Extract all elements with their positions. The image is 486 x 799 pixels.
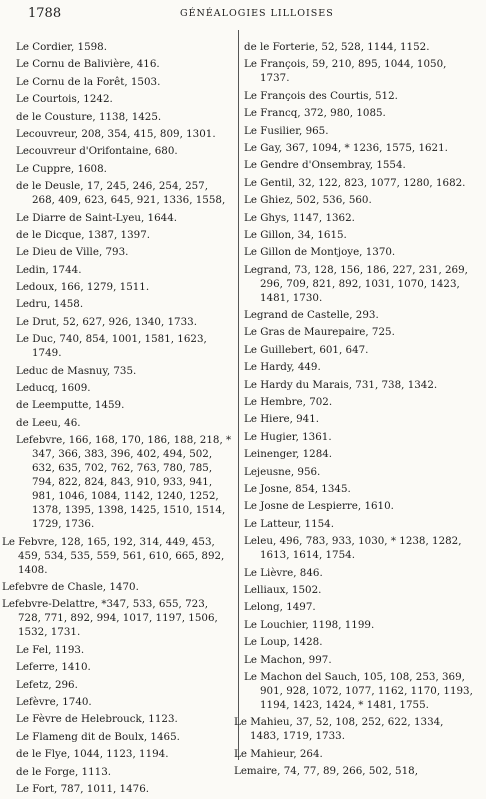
index-entry: de le Forge, 1113. (16, 765, 112, 778)
index-entry: Lemaire, 74, 77, 89, 266, 502, 518, (234, 765, 418, 778)
index-entry: Le Gay, 367, 1094, * 1236, 1575, 1621. (244, 141, 448, 154)
index-entry: Lecouvreur d'Orifontaine, 680. (16, 145, 178, 158)
page-header (0, 6, 486, 24)
index-entry: Ledru, 1458. (16, 298, 84, 311)
index-entry: Le Hiere, 941. (244, 413, 320, 426)
index-entry: Le Flameng dit de Boulx, 1465. (16, 730, 180, 743)
index-entry: Le Gillon, 34, 1615. (244, 228, 347, 241)
index-entry: Le Machon del Sauch, 105, 108, 253, 369, 901, 928, 1072, 1077, 1162, 1170, 1193, 1194, 1423, 1424, * 1481, 1755. (244, 670, 473, 711)
index-entry: Le Hugier, 1361. (244, 430, 332, 443)
index-entry: Le Mahieu, 37, 52, 108, 252, 622, 1334, 1483, 1719, 1733. (234, 716, 444, 743)
index-entry: Le Louchier, 1198, 1199. (244, 618, 375, 631)
index-entry: Le Dieu de Ville, 793. (16, 246, 129, 259)
index-entry: de Leeu, 46. (16, 416, 81, 429)
index-entry: Le Lièvre, 846. (244, 566, 323, 579)
index-entry: Le Febvre, 128, 165, 192, 314, 449, 453, 459, 534, 535, 559, 561, 610, 665, 892, 1408. (2, 535, 225, 576)
index-entry: Lelliaux, 1502. (244, 583, 322, 596)
index-entry: Le Josne de Lespierre, 1610. (244, 500, 394, 513)
index-entry: Le Ghys, 1147, 1362. (244, 211, 355, 224)
index-entry: Lefèvre, 1740. (16, 695, 92, 708)
index-entry: Lejeusne, 956. (244, 465, 321, 478)
page-number: 1788 (28, 6, 62, 21)
index-entry: Le Guillebert, 601, 647. (244, 343, 369, 356)
index-entry: Le Ghiez, 502, 536, 560. (244, 194, 372, 207)
index-entry: Lefebvre de Chasle, 1470. (2, 580, 139, 593)
index-entry: Lefebvre, 166, 168, 170, 186, 188, 218, * 347, 366, 383, 396, 402, 494, 502, 632, 635, 702, 762, 763, 780, 785, 794, 822, 824, 843, 910, 933, 941, 981, 1046, 1084, 1142, 1240, 1252, 1378, 1395, 1398, 1425, 1510, 1514, 1729, 1736. (16, 434, 232, 531)
index-entry: Le Cornu de Balivière, 416. (16, 58, 160, 71)
index-entry: de le Forterie, 52, 528, 1144, 1152. (244, 41, 430, 53)
index-entry: Le Machon, 997. (244, 653, 332, 666)
index-entry: de le Flye, 1044, 1123, 1194. (16, 748, 169, 761)
index-entry: Le Gillon de Montjoye, 1370. (244, 246, 396, 259)
index-entry: Le Josne, 854, 1345. (244, 482, 351, 495)
column-divider (238, 30, 239, 760)
left-index-column (2, 40, 234, 799)
index-entry: Le Fort, 787, 1011, 1476. (16, 782, 150, 795)
index-entry: Le Drut, 52, 627, 926, 1340, 1733. (16, 315, 197, 328)
index-entry: Lefetz, 296. (16, 678, 78, 691)
right-index-column (234, 40, 476, 781)
index-entry: Le Cordier, 1598. (16, 41, 107, 53)
index-entry: Lecouvreur, 208, 354, 415, 809, 1301. (16, 127, 216, 140)
index-entry: Le Hembre, 702. (244, 396, 333, 409)
index-entry: Le Hardy du Marais, 731, 738, 1342. (244, 378, 438, 391)
index-entry: Lefebvre-Delattre, *347, 533, 655, 723, 728, 771, 892, 994, 1017, 1197, 1506, 1532, 1731. (2, 598, 218, 639)
index-entry: Le Francq, 372, 980, 1085. (244, 107, 386, 120)
index-entry: Le Latteur, 1154. (244, 517, 334, 530)
index-entry: Le François des Courtis, 512. (244, 89, 398, 102)
index-entry: Le Gentil, 32, 122, 823, 1077, 1280, 1682. (244, 176, 466, 189)
index-entry: Le Cornu de la Forêt, 1503. (16, 75, 161, 88)
index-entry: Le Gendre d'Onsembray, 1554. (244, 159, 406, 172)
index-entry: Le François, 59, 210, 895, 1044, 1050, 1737. (244, 58, 447, 85)
index-entry: Le Duc, 740, 854, 1001, 1581, 1623, 1749. (16, 333, 207, 360)
index-entry: de le Deusle, 17, 245, 246, 254, 257, 268, 409, 623, 645, 921, 1336, 1558, (16, 180, 226, 207)
index-entry: Le Loup, 1428. (244, 636, 323, 649)
index-entry: Le Fel, 1193. (16, 643, 85, 656)
running-title: GÉNÉALOGIES LILLOISES (180, 8, 334, 19)
index-entry: Ledoux, 166, 1279, 1511. (16, 281, 150, 294)
index-entry: Le Fèvre de Helebrouck, 1123. (16, 713, 178, 726)
index-entry: Legrand de Castelle, 293. (244, 309, 379, 322)
index-entry: Le Diarre de Saint-Lyeu, 1644. (16, 211, 178, 224)
index-entry: Le Gras de Maurepaire, 725. (244, 326, 395, 339)
index-entry: Lelong, 1497. (244, 601, 316, 614)
index-entry: Le Mahieur, 264. (234, 747, 323, 760)
index-entry: Le Fusilier, 965. (244, 124, 329, 137)
index-entry: de le Cousture, 1138, 1425. (16, 110, 162, 123)
index-entry: de le Dicque, 1387, 1397. (16, 228, 151, 241)
index-entry: Leferre, 1410. (16, 661, 91, 674)
index-entry: Legrand, 73, 128, 156, 186, 227, 231, 269, 296, 709, 821, 892, 1031, 1070, 1423, 1481, 1730. (244, 263, 468, 304)
index-entry: Le Hardy, 449. (244, 361, 321, 374)
index-entry: Leinenger, 1284. (244, 448, 333, 461)
index-entry: Leducq, 1609. (16, 382, 91, 395)
index-entry: Leleu, 496, 783, 933, 1030, * 1238, 1282, 1613, 1614, 1754. (244, 535, 462, 562)
index-entry: Ledin, 1744. (16, 263, 82, 276)
index-entry: Le Cuppre, 1608. (16, 162, 107, 175)
index-entry: Le Courtois, 1242. (16, 93, 113, 106)
index-entry: de Leemputte, 1459. (16, 399, 125, 412)
index-entry: Leduc de Masnuy, 735. (16, 364, 137, 377)
